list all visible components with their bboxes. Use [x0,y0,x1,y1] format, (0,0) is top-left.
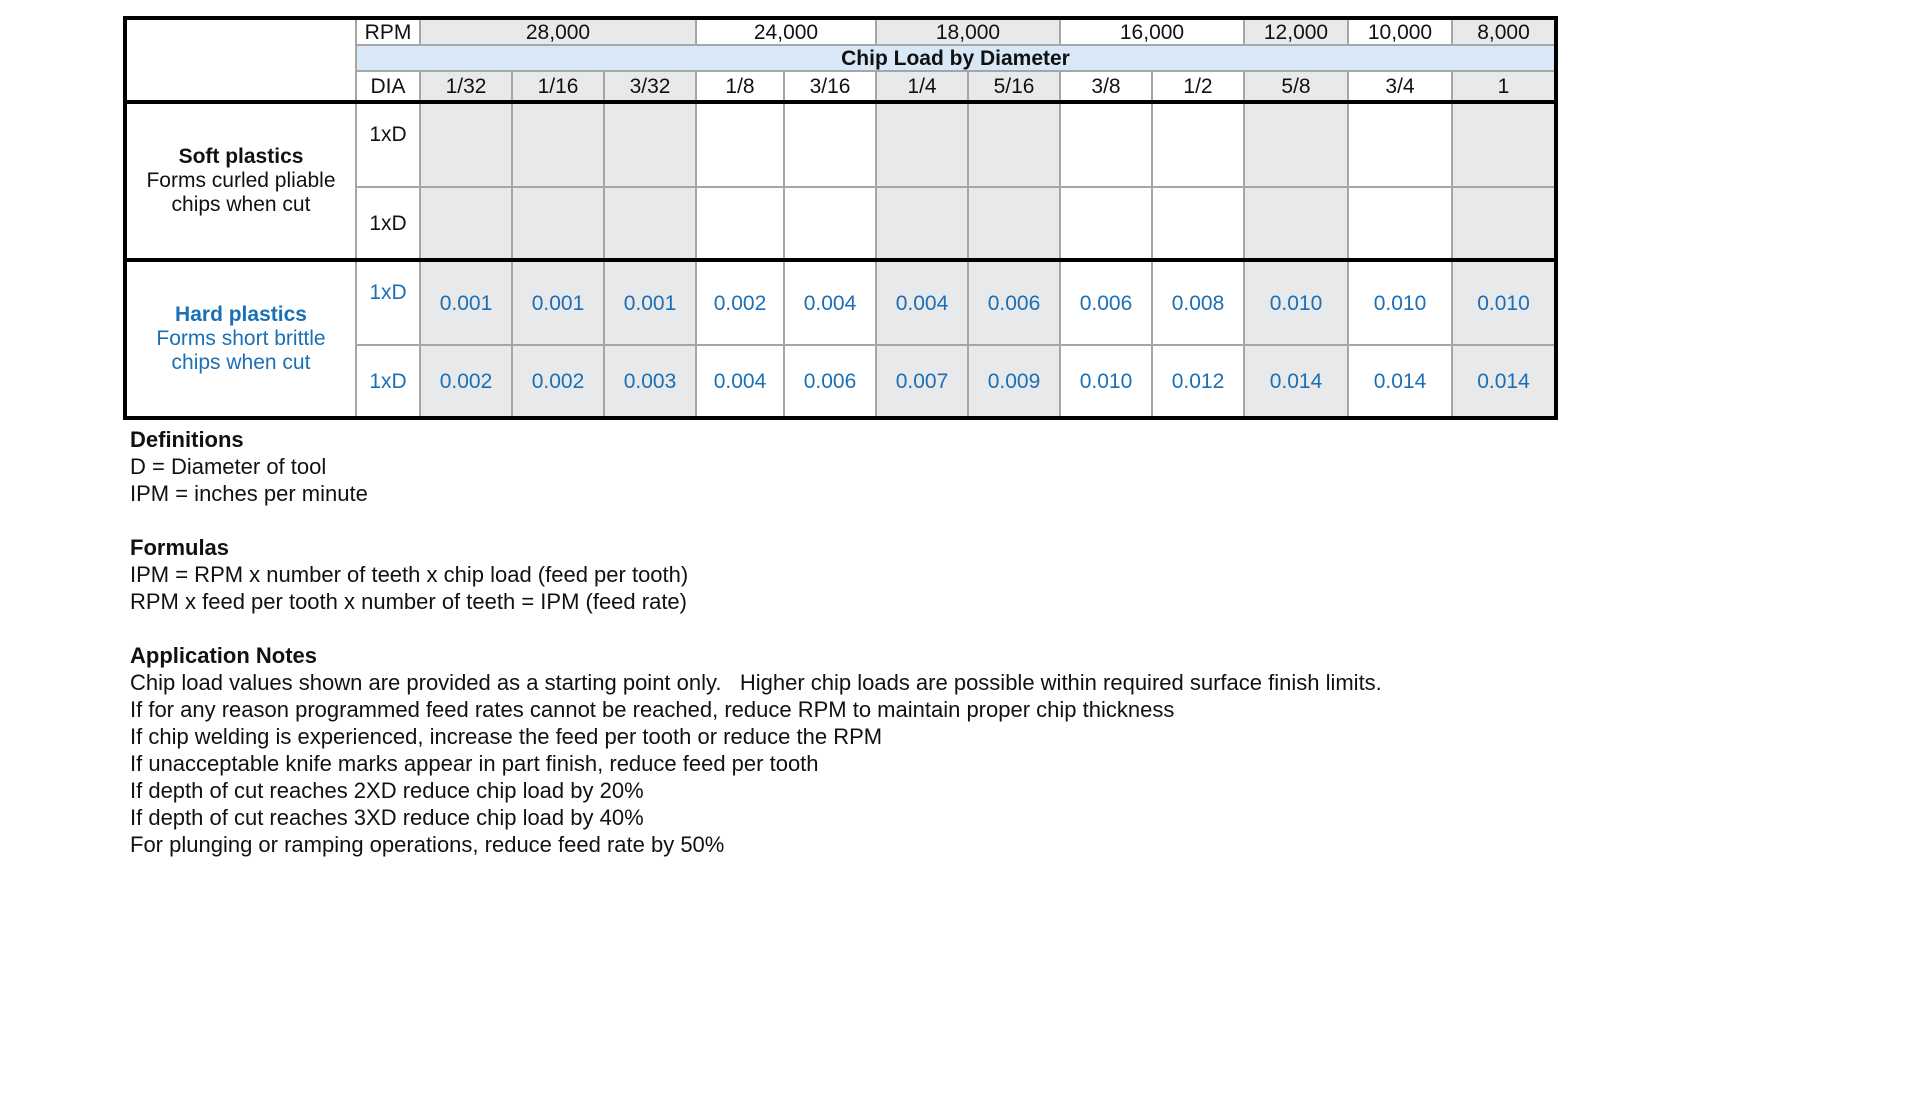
rpm-8000: 8,000 [1452,18,1556,45]
value-cell: 0.012 [1152,345,1244,418]
material-name: Soft plastics [178,145,304,168]
rpm-16000: 16,000 [1060,18,1244,45]
value-cell [604,187,696,260]
value-cell: 0.004 [696,345,784,418]
dia-cell: 5/16 [968,71,1060,102]
value-cell [1060,102,1152,187]
value-cell [1348,187,1452,260]
value-cell: 0.002 [696,260,784,345]
dia-cell: 1/4 [876,71,968,102]
value-cell: 0.014 [1452,345,1556,418]
value-cell [876,102,968,187]
dia-cell: 1/32 [420,71,512,102]
dia-cell: 3/4 [1348,71,1452,102]
dia-cell: 5/8 [1244,71,1348,102]
application-notes-section [130,642,1382,858]
application-note: Chip load values shown are provided as a starting point only. Higher chip loads are possible within required surface finish limits. [130,670,1382,695]
value-cell: 0.009 [968,345,1060,418]
value-cell [604,102,696,187]
value-cell: 0.008 [1152,260,1244,345]
value-cell [784,102,876,187]
formulas-section [130,534,1382,615]
depth-cell: 1xD [356,102,420,187]
value-cell: 0.010 [1348,260,1452,345]
value-cell: 0.006 [1060,260,1152,345]
value-cell: 0.010 [1452,260,1556,345]
value-cell [1152,102,1244,187]
application-note: If depth of cut reaches 2XD reduce chip load by 20% [130,778,644,803]
value-cell: 0.014 [1348,345,1452,418]
value-cell [1452,187,1556,260]
value-cell: 0.001 [420,260,512,345]
dia-cell: 1/2 [1152,71,1244,102]
definition-line: IPM = inches per minute [130,481,368,506]
value-cell [876,187,968,260]
hard-plastics-row-1 [125,260,1556,345]
definition-line: D = Diameter of tool [130,454,327,479]
value-cell [420,102,512,187]
table-caption: Chip Load by Diameter [356,45,1556,71]
chip-load-table [123,16,1558,420]
value-cell: 0.004 [876,260,968,345]
dia-label: DIA [356,71,420,102]
application-note: If depth of cut reaches 3XD reduce chip load by 40% [130,805,644,830]
value-cell [968,187,1060,260]
rpm-12000: 12,000 [1244,18,1348,45]
value-cell [1060,187,1152,260]
value-cell: 0.002 [512,345,604,418]
value-cell: 0.010 [1244,260,1348,345]
value-cell [696,187,784,260]
formula-line: IPM = RPM x number of teeth x chip load (feed per tooth) [130,562,689,587]
dia-cell: 1/16 [512,71,604,102]
soft-plastics-row-1 [125,102,1556,187]
value-cell [512,187,604,260]
formulas-heading: Formulas [130,535,230,560]
value-cell: 0.001 [604,260,696,345]
material-desc: Forms short brittle [156,327,326,350]
application-note: If for any reason programmed feed rates cannot be reached, reduce RPM to maintain proper chip thickness [130,697,1175,722]
value-cell [784,187,876,260]
material-soft-plastics [125,102,356,260]
corner-blank-cell [125,18,356,102]
value-cell: 0.006 [968,260,1060,345]
notes-section [130,426,1382,885]
depth-cell: 1xD [356,260,420,345]
value-cell [420,187,512,260]
rpm-header-row [125,18,1556,45]
material-desc: chips when cut [171,351,311,374]
dia-cell: 1/8 [696,71,784,102]
value-cell: 0.004 [784,260,876,345]
formula-line: RPM x feed per tooth x number of teeth = IPM (feed rate) [130,589,687,614]
value-cell: 0.014 [1244,345,1348,418]
value-cell [696,102,784,187]
value-cell: 0.001 [512,260,604,345]
material-hard-plastics [125,260,356,418]
rpm-10000: 10,000 [1348,18,1452,45]
value-cell [1244,187,1348,260]
value-cell [1152,187,1244,260]
value-cell: 0.002 [420,345,512,418]
dia-cell: 1 [1452,71,1556,102]
rpm-18000: 18,000 [876,18,1060,45]
depth-cell: 1xD [356,345,420,418]
value-cell: 0.006 [784,345,876,418]
depth-cell: 1xD [356,187,420,260]
material-desc: chips when cut [171,193,311,216]
application-note: If chip welding is experienced, increase the feed per tooth or reduce the RPM [130,724,883,749]
material-desc: Forms curled pliable [146,169,336,192]
rpm-label: RPM [356,18,420,45]
value-cell [1452,102,1556,187]
rpm-24000: 24,000 [696,18,876,45]
application-notes-heading: Application Notes [130,643,318,668]
dia-cell: 3/16 [784,71,876,102]
material-name: Hard plastics [175,303,307,326]
value-cell [512,102,604,187]
value-cell: 0.010 [1060,345,1152,418]
dia-cell: 3/8 [1060,71,1152,102]
value-cell [1244,102,1348,187]
dia-cell: 3/32 [604,71,696,102]
value-cell: 0.007 [876,345,968,418]
definitions-section [130,426,1382,507]
value-cell [1348,102,1452,187]
definitions-heading: Definitions [130,427,244,452]
value-cell [968,102,1060,187]
application-note: For plunging or ramping operations, reduce feed rate by 50% [130,832,725,857]
value-cell: 0.003 [604,345,696,418]
application-note: If unacceptable knife marks appear in part finish, reduce feed per tooth [130,751,819,776]
rpm-28000: 28,000 [420,18,696,45]
